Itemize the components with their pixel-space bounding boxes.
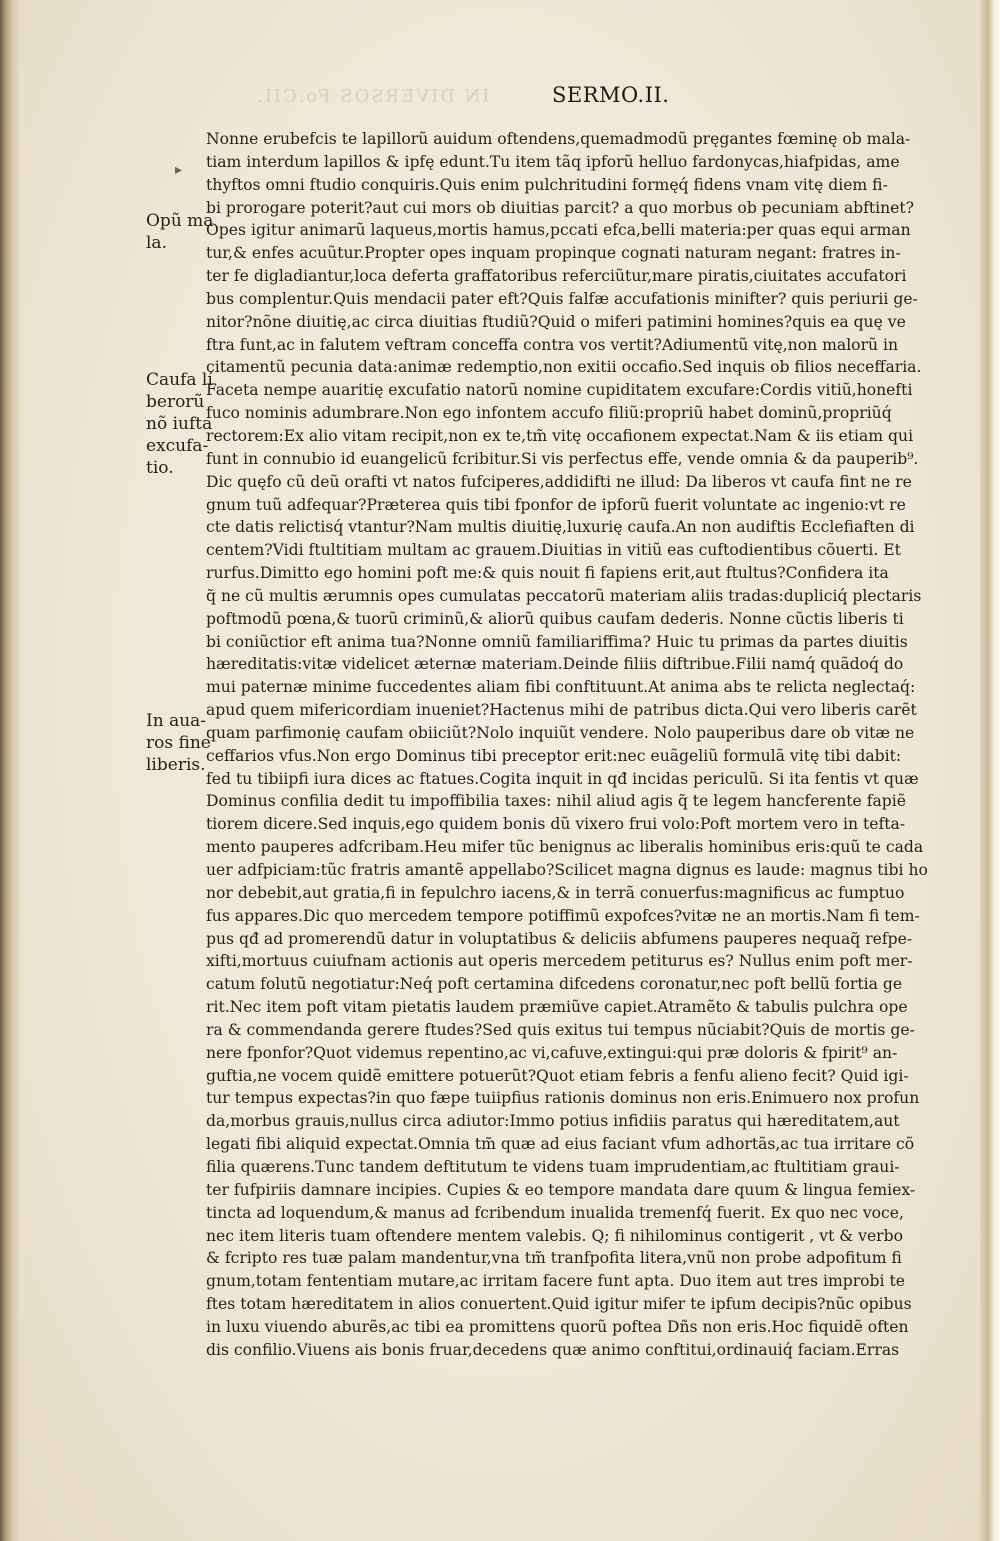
- text-line: filia quærens.Tunc tandem deftitutum te videns tuam imprudentiam,ac ftultitiam graui-: [206, 1157, 900, 1176]
- text-line: hæreditatis:vitæ videlicet æternæ materiam.Deinde filiis diftribue.Filii namq́ quãdoq́ do: [206, 655, 904, 674]
- text-line: da,morbus grauis,nullus circa adiutor:Immo potius infidiis paratus qui hæreditatem,aut: [206, 1112, 900, 1131]
- text-line: nec item literis tuam oftendere mentem valebis. Q; fi nihilominus contigerit , vt & verbo: [206, 1226, 904, 1245]
- margin-note-line: Caufa lí: [146, 370, 213, 390]
- text-line: tiorem dicere.Sed inquis,ego quidem bonis dũ vixero frui volo:Poft mortem vero in tefta-: [206, 815, 906, 834]
- margin-note-line: In aua-: [146, 711, 207, 731]
- text-line: ter fufpiriis damnare incipies. Cupies & eo tempore mandata dare quum & lingua femiex-: [206, 1180, 916, 1199]
- margin-note-line: liberis.: [146, 755, 206, 775]
- text-line: bus complentur.Quis mendacii pater eft?Quis falfæ accufationis minifter? quis periurii ge-: [206, 289, 918, 308]
- text-line: gnum,totam fententiam mutare,ac irritam facere funt apta. Duo item aut tres improbi te: [206, 1272, 905, 1291]
- text-line: fus appares.Dic quo mercedem tempore potiffimũ expofces?vitæ ne an mortis.Nam fi tem-: [206, 906, 920, 925]
- text-line: mui paternæ minime fuccedentes aliam fibi conftituunt.At anima abs te relicta neglectaq́:: [206, 678, 916, 697]
- text-line: ter fe digladiantur,loca deferta graffatoribus referciũtur,mare piratis,ciuitates accufatori: [206, 267, 907, 286]
- text-line: citamentũ pecunia data:animæ redemptio,non exitii occafio.Sed inquis ob filios neceffaria.: [206, 358, 922, 377]
- text-line: tur,& enfes acuũtur.Propter opes inquam propinque cognati naturam negant: fratres in-: [206, 244, 901, 263]
- book-edge-left: [0, 0, 20, 1541]
- text-line: Faceta nempe auaritię excufatio natorũ nomine cupiditatem excufare:Cordis vitiũ,honefti: [206, 381, 913, 400]
- text-line: nere fponfor?Quot videmus repentino,ac vi,cafuve,extingui:qui præ doloris & fpirit⁹ an-: [206, 1043, 898, 1062]
- text-line: uer adfpiciam:tũc fratris amantẽ appellabo?Scilicet magna dignus es laude: magnus tibi ho: [206, 861, 928, 879]
- text-line: dis confilio.Viuens ais bonis fruar,decedens quæ animo conftitui,ordinauiq́ faciam.Erras: [206, 1340, 900, 1359]
- text-line: legati fibi aliquid expectat.Omnia tm̃ quæ ad eius faciant vfum adhortãs,ac tua irritare cõ: [206, 1135, 915, 1154]
- text-line: poftmodũ pœna,& tuorũ criminũ,& aliorũ quibus caufam dederis. Nonne cũctis liberis ti: [206, 609, 904, 628]
- text-line: Opes igitur animarũ laqueus,mortis hamus,pccati efca,belli materia:per quas equi arman: [206, 221, 911, 240]
- text-line: tur tempus expectas?in quo fæpe tuiipfius rationis dominus non eris.Enimuero nox profun: [206, 1089, 920, 1108]
- text-line: apud quem mifericordiam inueniet?Hactenus mihi de patribus dicta.Qui vero liberis carẽt: [206, 701, 917, 720]
- body-text: [206, 128, 966, 1362]
- text-line: tiam interdum lapillos & ipfę edunt.Tu item tãq ipforũ helluo fardonycas,hiafpidas, ame: [206, 152, 900, 171]
- text-line: nitor?nõne diuitię,ac circa diuitias ftudiũ?Quid o miferi patimini homines?quis ea quę ve: [206, 312, 906, 331]
- margin-note-line: excufa-: [146, 436, 209, 456]
- text-line: bi prorogare poterit?aut cui mors ob diuitias parcit? a quo morbus ob pecuniam abftinet?: [206, 198, 915, 217]
- text-line: ftes totam hæreditatem in alios conuertent.Quid igitur mifer te ipfum decipis?nũc opibus: [206, 1295, 912, 1314]
- printer-mark: ▸: [175, 162, 183, 178]
- margin-note-line: Opũ ma: [146, 211, 214, 231]
- text-line: fed tu tibiipfi iura dices ac ftatues.Cogita inquit in qđ incidas periculũ. Si ita fentis vt quæ: [206, 769, 919, 788]
- text-line: fuco nominis adumbrare.Non ego infontem accufo filiũ:propriũ habet dominũ,propriũq́: [206, 404, 892, 423]
- text-line: in luxu viuendo aburẽs,ac tibi ea promittens quorũ poftea Dñs non eris.Hoc fiquidẽ often: [206, 1317, 909, 1336]
- text-line: ceffarios vfus.Non ergo Dominus tibi preceptor erit:nec euãgeliũ formulã vitę tibi dabit:: [206, 746, 902, 765]
- text-line: Nonne erubefcis te lapillorũ auidum oftendens,quemadmodũ pręgantes fœminę ob mala-: [206, 130, 911, 148]
- text-line: nor debebit,aut gratia,fi in fepulchro iacens,& in terrã conuerfus:magnificus ac fumptuo: [206, 883, 905, 902]
- text-line: quam parfimonię caufam obiiciũt?Nolo inquiũt vendere. Nolo pauperibus dare ob vitæ ne: [206, 723, 915, 742]
- text-line: centem?Vidi ftultitiam multam ac grauem.Diuitias in vitiũ eas cuftodientibus cõuerti. Et: [206, 541, 901, 560]
- text-line: gnum tuũ adfequar?Præterea quis tibi fponfor de ipforũ fuerit voluntate ac ingenio:vt re: [206, 495, 906, 514]
- text-line: pus qđ ad promerendũ datur in voluptatibus & deliciis abfumens pauperes nequaq̃ refpe-: [206, 929, 913, 948]
- text-line: & fcripto res tuæ palam mandentur,vna tm̃ tranfpofita litera,vnũ non probe adpofitum fi: [206, 1249, 902, 1268]
- text-line: catum folutũ negotiatur:Neq́ poft certamina difcedens coronatur,nec poft bellũ fortia ge: [206, 975, 903, 994]
- margin-note-line: ros fine: [146, 733, 211, 753]
- text-line: cte datis relictisq́ vtantur?Nam multis diuitię,luxurię caufa.An non audiftis Ecclefiaften di: [206, 518, 915, 537]
- bleed-through-text: IN DIVERSOS Fo.CII.: [255, 86, 490, 107]
- text-line: Dominus confilia dedit tu impoffibilia taxes: nihil aliud agis q̃ te legem hancferente fapiẽ: [206, 792, 906, 811]
- text-line: tincta ad loquendum,& manus ad fcribendum inualida tremenfq́ fuerit. Ex quo nec voce,: [206, 1203, 904, 1222]
- margin-note-line: la.: [146, 233, 167, 253]
- text-line: ra & commendanda gerere ftudes?Sed quis exitus tui tempus nũciabit?Quis de mortis ge-: [206, 1020, 915, 1039]
- text-line: funt in connubio id euangelicũ fcribitur.Si vis perfectus effe, vende omnia & da pauperib⁹.: [206, 449, 919, 468]
- text-line: rit.Nec item poft vitam pietatis laudem præmiũve capiet.Atramẽto & tabulis pulchra ope: [206, 998, 908, 1017]
- margin-note-line: tio.: [146, 458, 174, 478]
- text-line: rurfus.Dimitto ego homini poft me:& quis nouit fi fapiens erit,aut ftultus?Confidera ita: [206, 564, 889, 583]
- margin-note-in-avaros: [146, 710, 211, 776]
- margin-note-line: nõ iufta: [146, 414, 213, 434]
- margin-note-opum-mala: [146, 210, 213, 254]
- text-line: q̃ ne cũ multis ærumnis opes cumulatas peccatorũ materiam aliis tradas:dupliciq́ plectaris: [206, 586, 922, 605]
- text-line: rectorem:Ex alio vitam recipit,non ex te,tm̃ vitę occafionem expectat.Nam & iis etiam qui: [206, 426, 914, 445]
- text-line: guftia,ne vocem quidẽ emittere potuerũt?Quot etiam febris a fenfu alieno fecit? Quid igi-: [206, 1066, 909, 1085]
- text-line: bi coniũctior eft anima tua?Nonne omniũ familiariffima? Huic tu primas da partes diuitis: [206, 632, 908, 651]
- text-line: thyftos omni ftudio conquiris.Quis enim pulchritudini formęq́ fidens vnam vitę diem fi-: [206, 175, 888, 194]
- text-line: Dic quęfo cũ deũ orafti vt natos fufciperes,addidifti ne illud: Da liberos vt caufa fint ne re: [206, 472, 912, 491]
- page-edge-right: [980, 0, 1000, 1541]
- text-line: xifti,mortuus cuiufnam actionis aut operis mercedem petiturus es? Nullus enim poft mer-: [206, 952, 913, 971]
- margin-note-line: berorũ: [146, 392, 205, 412]
- margin-note-causa-liberorum: [146, 369, 213, 479]
- text-line: mento pauperes adfcribam.Heu mifer tũc benignus ac liberalis hominibus eris:quũ te cada: [206, 838, 924, 857]
- text-line: ftra funt,ac in falutem veftram conceffa contra vos vertit?Adiumentũ vitę,non malorũ in: [206, 335, 899, 354]
- running-head: SERMO.II.: [552, 83, 670, 107]
